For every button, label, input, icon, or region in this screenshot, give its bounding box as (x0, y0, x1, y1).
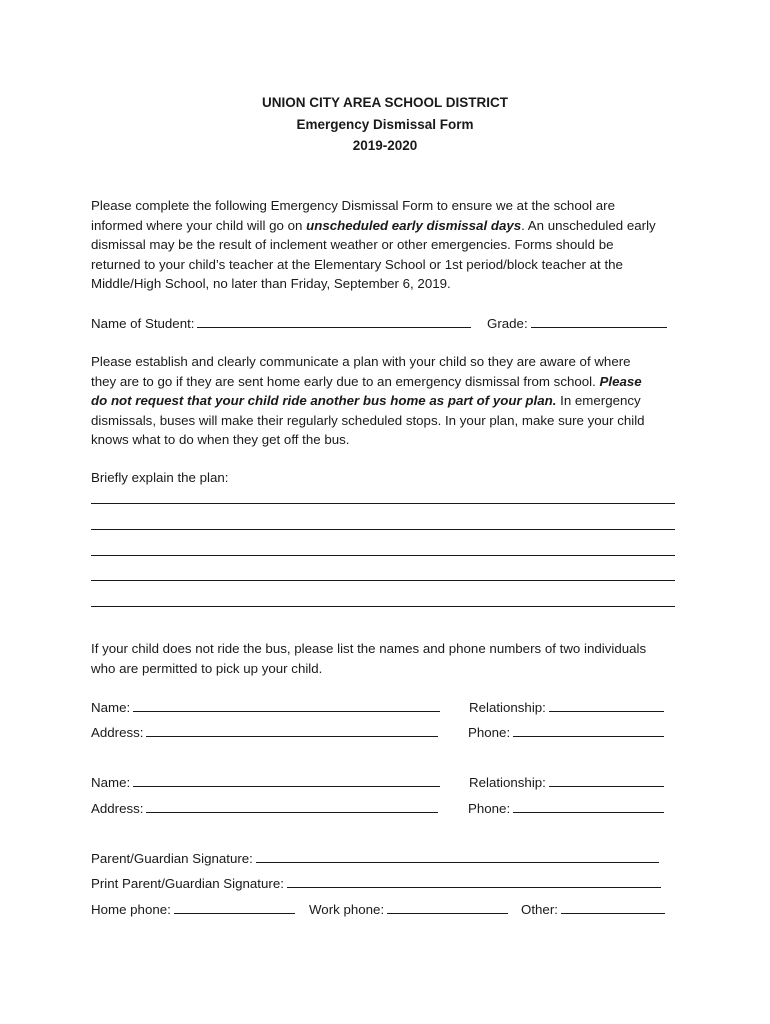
home-phone-field[interactable] (174, 900, 295, 914)
contact-2-address-field[interactable] (146, 799, 438, 813)
plan-line-field[interactable] (91, 529, 675, 530)
plan-line-field[interactable] (91, 503, 675, 504)
work-phone-group (309, 900, 508, 919)
phone-numbers-row (91, 900, 681, 919)
form-title: Emergency Dismissal Form (296, 116, 474, 132)
plan-instructions-emphasis: Please (599, 373, 642, 389)
plan-instructions-text: In emergency (556, 393, 641, 409)
grade-label: Grade: (487, 316, 528, 331)
plan-label: Briefly explain the plan: (91, 470, 229, 485)
work-phone-field[interactable] (387, 900, 508, 914)
plan-instructions-line: dismissals, buses will make their regularly scheduled stops. In your plan, make sure your child (91, 412, 645, 428)
work-phone-label: Work phone: (309, 902, 385, 917)
home-phone-label: Home phone: (91, 902, 171, 917)
plan-line-field[interactable] (91, 606, 675, 607)
plan-instructions-line (91, 372, 691, 392)
pickup-paragraph (91, 639, 691, 678)
pickup-line: If your child does not ride the bus, please list the names and phone numbers of two individuals (91, 641, 647, 656)
address-label: Address: (91, 725, 144, 740)
plan-instructions-line: Please establish and clearly communicate a plan with your child so they are aware of where (91, 354, 631, 369)
pickup-line: who are permitted to pick up your child. (91, 660, 323, 676)
relationship-label: Relationship: (469, 700, 546, 715)
contact-1-phone-group (468, 723, 664, 742)
relationship-label: Relationship: (469, 775, 546, 790)
school-year: 2019-2020 (352, 138, 418, 153)
plan-instructions-line: knows what to do when they get off the bus. (91, 432, 350, 448)
print-name-field[interactable] (287, 874, 661, 888)
other-phone-label: Other: (521, 902, 558, 917)
intro-text: informed where your child will go on (91, 217, 307, 233)
contact-1-relationship-field[interactable] (549, 698, 664, 712)
contact-1-relationship-group (469, 698, 664, 717)
contact-2-phone-field[interactable] (513, 799, 664, 813)
intro-line: returned to your child’s teacher at the Elementary School or 1st period/block teacher at the (91, 256, 623, 272)
parent-signature-field[interactable] (256, 849, 659, 863)
contact-2-relationship-group (469, 773, 664, 792)
student-name-field[interactable] (197, 314, 471, 328)
contact-name-label: Name: (91, 700, 131, 715)
print-name-row (91, 874, 681, 893)
intro-line: dismissal may be the result of inclement weather or other emergencies. Forms should be (91, 237, 614, 253)
contact-2-address-row (91, 799, 681, 818)
phone-label: Phone: (468, 725, 511, 740)
parent-signature-label: Parent/Guardian Signature: (91, 851, 253, 866)
plan-line-field[interactable] (91, 555, 675, 556)
contact-1-phone-field[interactable] (513, 723, 664, 737)
other-phone-group (521, 900, 665, 919)
contact-1-address-field[interactable] (146, 723, 438, 737)
intro-line: Middle/High School, no later than Friday, September 6, 2019. (91, 276, 451, 292)
grade-field-group (487, 314, 667, 333)
student-name-label: Name of Student: (91, 316, 195, 331)
plan-line-field[interactable] (91, 580, 675, 581)
address-label: Address: (91, 801, 144, 816)
contact-2-phone-group (468, 799, 664, 818)
plan-instructions-line (91, 391, 691, 411)
intro-paragraph (91, 196, 691, 294)
intro-emphasis: unscheduled early dismissal days (306, 217, 522, 233)
plan-instructions-paragraph (91, 352, 691, 450)
district-name: UNION CITY AREA SCHOOL DISTRICT (261, 95, 508, 110)
phone-label: Phone: (468, 801, 511, 816)
form-header (0, 92, 770, 157)
student-row (91, 314, 681, 333)
plan-instructions-emphasis: do not request that your child ride another bus home as part of your plan. (91, 393, 557, 409)
contact-1-name-field[interactable] (133, 698, 440, 712)
intro-text: . An unscheduled early (521, 217, 656, 233)
grade-field[interactable] (531, 314, 667, 328)
contact-2-name-row (91, 773, 681, 792)
contact-2-relationship-field[interactable] (549, 773, 664, 787)
plan-instructions-text: they are to go if they are sent home early due to an emergency dismissal from school. (91, 373, 600, 389)
contact-2-name-field[interactable] (133, 773, 440, 787)
other-phone-field[interactable] (561, 900, 665, 914)
intro-line: Please complete the following Emergency Dismissal Form to ensure we at the school are (91, 198, 615, 213)
parent-signature-row (91, 849, 681, 868)
contact-name-label: Name: (91, 775, 131, 790)
contact-1-name-row (91, 698, 681, 717)
print-name-label: Print Parent/Guardian Signature: (91, 876, 284, 891)
contact-1-address-row (91, 723, 681, 742)
intro-line (91, 216, 691, 236)
